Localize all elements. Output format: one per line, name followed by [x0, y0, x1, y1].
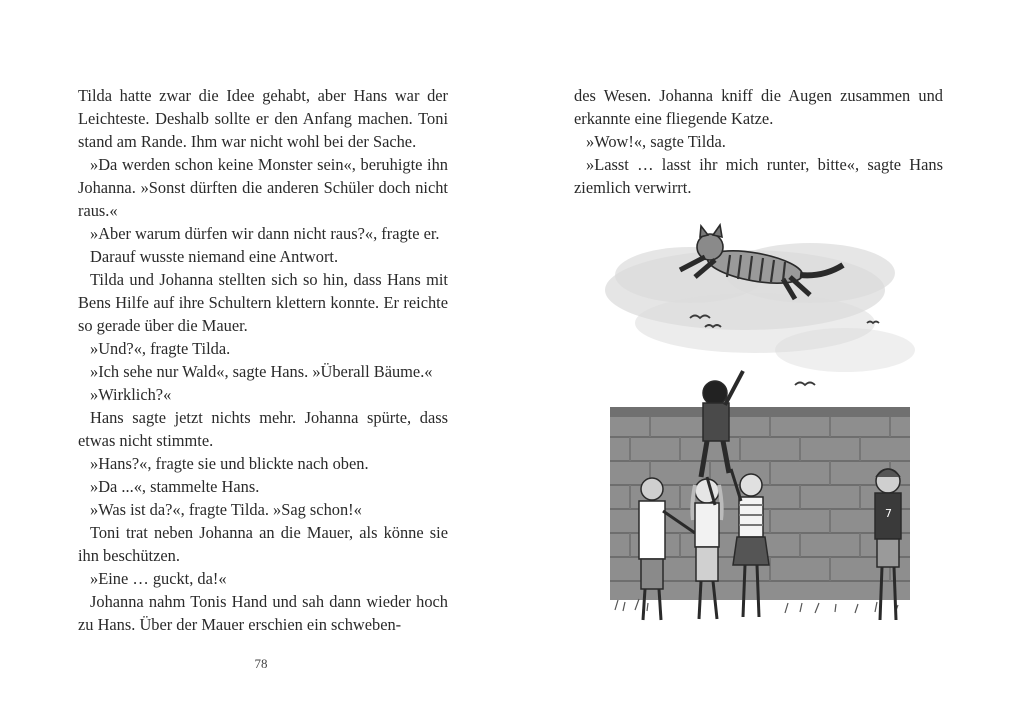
left-text-column — [78, 84, 448, 636]
paragraph: »Eine … guckt, da!« — [90, 569, 227, 588]
paragraph: »Ich sehe nur Wald«, sagte Hans. »Überall Bäume.« — [90, 362, 433, 381]
paragraph: des Wesen. Johanna kniff die Augen zusammen und erkannte eine fliegende Katze. — [574, 86, 943, 128]
paragraph: Tilda hatte zwar die Idee gehabt, aber Hans war der Leichteste. Deshalb sollte er den Anfang machen. Toni stand am Rande. Ihm war nicht wohl bei der Sache. — [78, 86, 448, 151]
paragraph: »Hans?«, fragte sie und blickte nach oben. — [90, 454, 369, 473]
illustration-svg — [595, 215, 925, 640]
flying-cat-illustration — [595, 215, 925, 640]
svg-text:7: 7 — [885, 507, 892, 520]
paragraph: »Was ist da?«, fragte Tilda. »Sag schon!« — [90, 500, 362, 519]
paragraph: »Und?«, fragte Tilda. — [90, 339, 231, 358]
grass — [615, 599, 898, 613]
paragraph: Tilda und Johanna stellten sich so hin, dass Hans mit Bens Hilfe auf ihre Schultern klettern konnte. Er reichte so gerade über die Mauer. — [78, 270, 448, 335]
paragraph: »Da werden schon keine Monster sein«, beruhigte ihn Johanna. »Sonst dürften die anderen Schüler doch nicht raus.« — [78, 155, 448, 220]
paragraph: Hans sagte jetzt nichts mehr. Johanna spürte, dass etwas nicht stimmte. — [78, 408, 448, 450]
right-page — [510, 0, 1020, 721]
paragraph: Toni trat neben Johanna an die Mauer, als könne sie ihn beschützen. — [78, 523, 448, 565]
paragraph: »Wow!«, sagte Tilda. — [586, 132, 726, 151]
page-number: 78 — [254, 656, 268, 671]
paragraph: »Da ...«, stammelte Hans. — [90, 477, 260, 496]
paragraph: »Aber warum dürfen wir dann nicht raus?«, fragte er. — [90, 224, 440, 243]
paragraph: »Wirklich?« — [90, 385, 172, 404]
paragraph: Johanna nahm Tonis Hand und sah dann wieder hoch zu Hans. Über der Mauer erschien ein schweben- — [78, 592, 448, 634]
right-text-column — [574, 84, 943, 199]
paragraph: Darauf wusste niemand eine Antwort. — [90, 247, 339, 266]
paragraph: »Lasst … lasst ihr mich runter, bitte«, sagte Hans ziemlich verwirrt. — [574, 155, 943, 197]
